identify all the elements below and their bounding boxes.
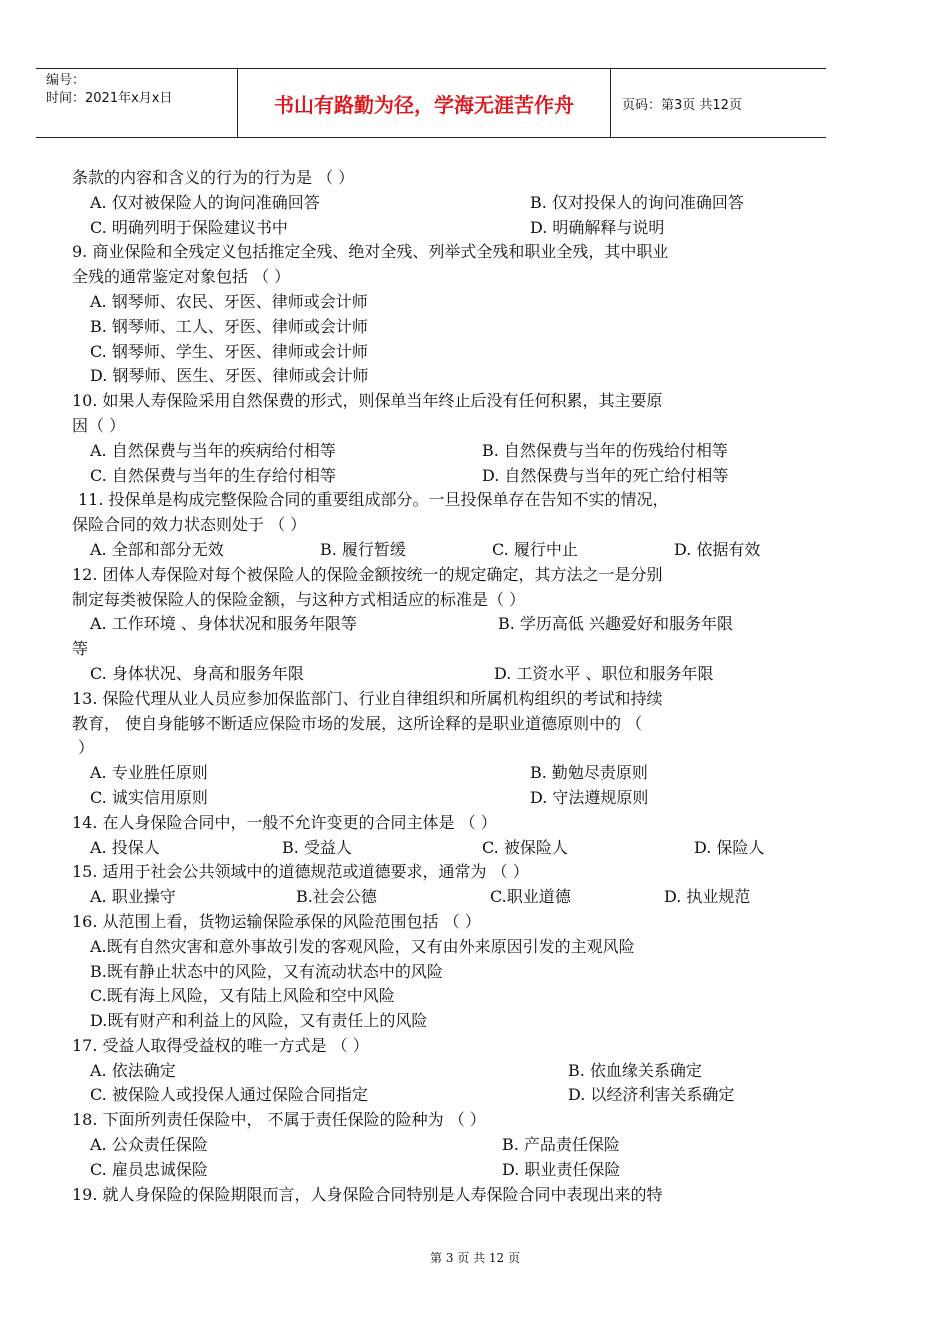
answer-option: C.职业道德 (490, 887, 571, 907)
text-line (72, 439, 802, 464)
text-line (72, 513, 802, 538)
text-line (72, 1158, 802, 1183)
answer-option: C. 被保险人 (482, 837, 568, 857)
text-line (72, 488, 802, 513)
line-text: D.既有财产和利益上的风险，又有责任上的风险 (90, 1011, 428, 1031)
text-line (72, 637, 802, 662)
line-text: 条款的内容和含义的行为的行为是 （ ） (72, 168, 355, 187)
answer-option: A. 依法确定 (90, 1060, 176, 1080)
header-number: 编号： (46, 73, 86, 88)
text-line (72, 910, 802, 935)
text-line (72, 1034, 802, 1059)
text-line (72, 1108, 802, 1133)
line-text: 等 (72, 639, 89, 659)
answer-option: A. 仅对被保险人的询问准确回答 (90, 192, 320, 212)
answer-option: C. 履行中止 (492, 539, 578, 559)
answer-option: C. 雇员忠诚保险 (90, 1159, 208, 1179)
text-line (72, 1183, 802, 1208)
text-line (72, 290, 802, 315)
text-line (72, 364, 802, 389)
text-line (72, 612, 802, 637)
line-text: 17. 受益人取得受益权的唯一方式是 （ ） (72, 1035, 369, 1055)
answer-option: B.社会公德 (296, 887, 377, 907)
line-text: 18. 下面所列责任保险中， 不属于责任保险的险种为 （ ） (72, 1110, 486, 1130)
line-text: 全残的通常鉴定对象包括 （ ） (72, 267, 291, 287)
text-line (72, 860, 802, 885)
line-text: 16. 从范围上看，货物运输保险承保的风险范围包括 （ ） (72, 911, 481, 931)
line-text: C.既有海上风险，又有陆上风险和空中风险 (90, 986, 395, 1006)
text-line (72, 811, 802, 836)
line-text: A.既有自然灾害和意外事故引发的客观风险，又有由外来原因引发的主观风险 (90, 936, 635, 956)
answer-option: A. 工作环境 、身体状况和服务年限等 (90, 614, 357, 634)
line-text: 19. 就人身保险的保险期限而言，人身保险合同特别是人寿保险合同中表现出来的特 (72, 1184, 663, 1204)
text-line (72, 166, 802, 191)
text-line (72, 588, 802, 613)
text-line (72, 216, 802, 241)
text-line (72, 1133, 802, 1158)
answer-option: A. 自然保费与当年的疾病给付相等 (90, 440, 336, 460)
answer-option: B. 履行暂缓 (320, 539, 406, 559)
line-text: 教育， 使自身能够不断适应保险市场的发展，这所诠释的是职业道德原则中的 （ (72, 713, 643, 733)
answer-option: D. 执业规范 (664, 887, 751, 907)
text-line (72, 265, 802, 290)
exam-questions (72, 166, 802, 1207)
text-line (72, 191, 802, 216)
line-text: 14. 在人身保险合同中，一般不允许变更的合同主体是 （ ） (72, 812, 497, 832)
answer-option: C. 自然保费与当年的生存给付相等 (90, 465, 336, 485)
header-meta (36, 69, 237, 137)
answer-option: B. 学历高低 兴趣爱好和服务年限 (498, 614, 734, 634)
answer-option: A. 全部和部分无效 (90, 539, 224, 559)
answer-option: B. 受益人 (282, 837, 352, 857)
answer-option: B. 依血缘关系确定 (568, 1060, 702, 1080)
text-line (72, 1009, 802, 1034)
answer-option: B. 产品责任保险 (502, 1135, 620, 1155)
line-text: B. 钢琴师、工人、牙医、律师或会计师 (90, 316, 368, 336)
text-line (72, 464, 802, 489)
line-text: D. 钢琴师、医生、牙医、律师或会计师 (90, 366, 369, 386)
text-line (72, 1059, 802, 1084)
line-text: 15. 适用于社会公共领域中的道德规范或道德要求，通常为 （ ） (72, 862, 529, 882)
answer-option: C. 诚实信用原则 (90, 787, 208, 807)
answer-option: D. 守法遵规原则 (530, 787, 649, 807)
text-line (72, 984, 802, 1009)
line-text: C. 钢琴师、学生、牙医、律师或会计师 (90, 341, 368, 361)
text-line (72, 761, 802, 786)
text-line (72, 960, 802, 985)
text-line (72, 662, 802, 687)
answer-option: D. 职业责任保险 (502, 1159, 621, 1179)
answer-option: C. 被保险人或投保人通过保险合同指定 (90, 1085, 368, 1105)
answer-option: D. 以经济利害关系确定 (568, 1085, 735, 1105)
line-text: 13. 保险代理从业人员应参加保监部门、行业自律组织和所属机构组织的考试和持续 (72, 688, 663, 708)
text-line (72, 1083, 802, 1108)
text-line (72, 340, 802, 365)
line-text: ） (78, 738, 95, 758)
text-line (72, 389, 802, 414)
answer-option: A. 公众责任保险 (90, 1135, 208, 1155)
text-line (72, 736, 802, 761)
header-motto: 书山有路勤为径，学海无涯苦作舟 (274, 92, 574, 117)
line-text: 12. 团体人寿保险对每个被保险人的保险金额按统一的规定确定，其方法之一是分别 (72, 564, 663, 584)
answer-option: D. 工资水平 、职位和服务年限 (494, 663, 714, 683)
answer-option: D. 明确解释与说明 (530, 217, 665, 237)
text-line (72, 414, 802, 439)
answer-option: D. 自然保费与当年的死亡给付相等 (482, 465, 729, 485)
answer-option: A. 专业胜任原则 (90, 763, 208, 783)
text-line (72, 315, 802, 340)
header-divider (610, 69, 611, 137)
answer-option: B. 自然保费与当年的伤残给付相等 (482, 440, 728, 460)
line-text: 保险合同的效力状态则处于 （ ） (72, 515, 307, 535)
answer-option: A. 职业操守 (90, 887, 176, 907)
answer-option: C. 身体状况、身高和服务年限 (90, 663, 304, 683)
answer-option: A. 投保人 (90, 837, 160, 857)
text-line (72, 687, 802, 712)
header-time: 时间：2021年x月x日 (46, 91, 173, 106)
text-line (72, 240, 802, 265)
answer-option: B. 仅对投保人的询问准确回答 (530, 192, 744, 212)
answer-option: B. 勤勉尽责原则 (530, 763, 648, 783)
answer-option: C. 明确列明于保险建议书中 (90, 217, 288, 237)
line-text: A. 钢琴师、农民、牙医、律师或会计师 (90, 291, 368, 311)
text-line (72, 712, 802, 737)
text-line (72, 786, 802, 811)
line-text: 因（ ） (72, 415, 126, 435)
header-page-number: 页码：第3页 共12页 (622, 97, 742, 113)
line-text: 9. 商业保险和全残定义包括推定全残、绝对全残、列举式全残和职业全残，其中职业 (72, 242, 669, 262)
line-text: B.既有静止状态中的风险，又有流动状态中的风险 (90, 961, 443, 981)
text-line (72, 836, 802, 861)
page-footer: 第 3 页 共 12 页 (430, 1251, 520, 1265)
text-line (72, 563, 802, 588)
line-text: 11. 投保单是构成完整保险合同的重要组成部分。一旦投保单存在告知不实的情况， (78, 490, 669, 510)
page-header (36, 68, 826, 138)
text-line (72, 538, 802, 563)
answer-option: D. 保险人 (694, 837, 765, 857)
text-line (72, 885, 802, 910)
text-line (72, 935, 802, 960)
line-text: 10. 如果人寿保险采用自然保费的形式，则保单当年终止后没有任何积累，其主要原 (72, 391, 663, 411)
answer-option: D. 依据有效 (674, 539, 761, 559)
line-text: 制定每类被保险人的保险金额，与这种方式相适应的标准是（ ） (72, 589, 526, 609)
